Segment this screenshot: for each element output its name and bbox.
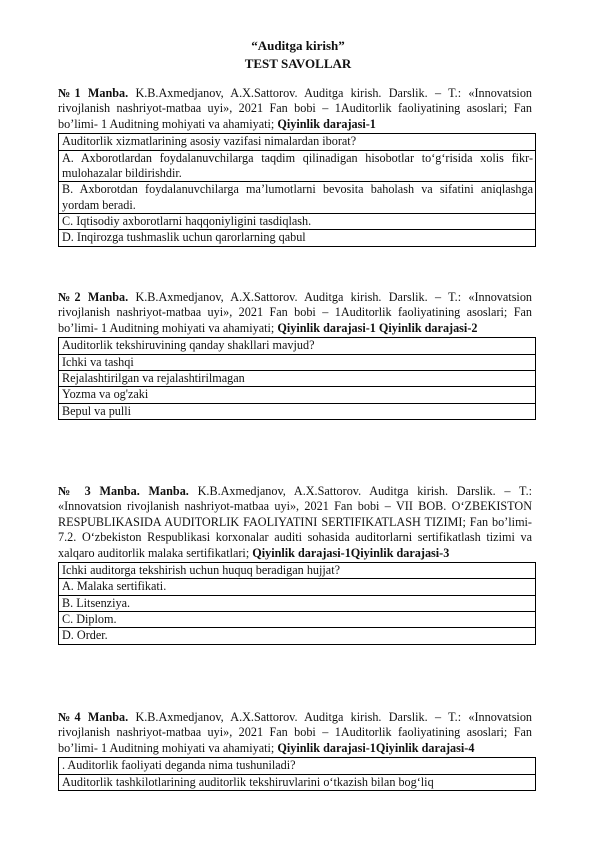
question-text: . Auditorlik faoliyati deganda nima tushuniladi? [59, 758, 536, 774]
source-text: K.B.Axmedjanov, A.X.Sattorov. Auditga kirish. Darslik. – T.: «Innovatsion rivojlanish nashriyot-matbaa uyi», 2021 Fan bobi – 1Auditorlik faoliyatining asoslari; Fan bo’limi- 1 Auditning mohiyati va ahamiyati; [58, 290, 533, 335]
question-table [58, 337, 536, 420]
source-text: K.B.Axmedjanov, A.X.Sattorov. Auditga kirish. Darslik. – T.: «Innovatsion rivojlanish nashriyot-matbaa uyi», 2021 Fan bobi – 1Auditorlik faoliyatining asoslari; Fan bo’limi- 1 Auditning mohiyati va ahamiyati; [58, 86, 533, 131]
table-row [59, 214, 536, 230]
question-number-label: №2 Manba. [58, 290, 129, 304]
question-text: Auditorlik xizmatlarining asosiy vazifasi nimalardan iborat? [59, 134, 536, 150]
question-source [58, 484, 532, 561]
table-row [59, 338, 536, 354]
answer-option: B. Axborotdan foydalanuvchilarga ma’lumotlarni bevosita baholash va sifatini aniqlashga yordam beradi. [59, 182, 536, 214]
question-block-2 [58, 290, 532, 420]
answer-option: C. Iqtisodiy axborotlarni haqqoniyligini tasdiqlash. [59, 214, 536, 230]
source-text: K.B.Axmedjanov, A.X.Sattorov. Auditga kirish. Darslik. – T.: «Innovatsion rivojlanish nashriyot-matbaa uyi», 2021 Fan bobi – 1Auditorlik faoliyatining asoslari; Fan bo’limi- 1 Auditning mohiyati va ahamiyati; [58, 710, 533, 755]
question-number-label: № 3 Manba. Manba. [58, 484, 189, 498]
difficulty-level: Qiyinlik darajasi-1 Qiyinlik darajasi-2 [277, 320, 478, 335]
table-row [59, 758, 536, 774]
question-block-3 [58, 484, 532, 645]
table-row [59, 628, 536, 644]
question-text: Ichki auditorga tekshirish uchun huquq beradigan hujjat? [59, 562, 536, 578]
question-table [58, 562, 536, 645]
answer-option: Bepul va pulli [59, 403, 536, 419]
answer-option: D. Inqirozga tushmaslik uchun qarorlarning qabul [59, 230, 536, 246]
question-table [58, 133, 536, 247]
question-table [58, 757, 536, 791]
difficulty-level: Qiyinlik darajasi-1 [277, 116, 376, 131]
table-row [59, 150, 536, 182]
table-row [59, 230, 536, 246]
question-source [58, 290, 532, 336]
question-source [58, 86, 532, 132]
table-row [59, 562, 536, 578]
answer-option: A. Axborotlardan foydalanuvchilarga taqdim qilinadigan hisobotlar to‘g‘risida xolis fikr-mulohazalar bildirishdir. [59, 150, 536, 182]
answer-option: D. Order. [59, 628, 536, 644]
answer-option: Ichki va tashqi [59, 354, 536, 370]
answer-option: Auditorlik tashkilotlarining auditorlik tekshiruvlarini o‘tkazish bilan bog‘liq [59, 774, 536, 790]
answer-option: Rejalashtirilgan va rejalashtirilmagan [59, 370, 536, 386]
question-block-4 [58, 710, 532, 791]
question-number-label: №1 Manba. [58, 86, 129, 100]
document-subtitle: TEST SAVOLLAR [244, 56, 352, 71]
answer-option: C. Diplom. [59, 612, 536, 628]
difficulty-level: Qiyinlik darajasi-1Qiyinlik darajasi-3 [252, 545, 450, 560]
table-row [59, 595, 536, 611]
difficulty-level: Qiyinlik darajasi-1Qiyinlik darajasi-4 [277, 740, 475, 755]
table-row [59, 370, 536, 386]
table-row [59, 387, 536, 403]
table-row [59, 354, 536, 370]
table-row [59, 612, 536, 628]
question-source [58, 710, 532, 756]
table-row [59, 579, 536, 595]
question-text: Auditorlik tekshiruvining qanday shakllari mavjud? [59, 338, 536, 354]
question-block-1 [58, 86, 532, 247]
table-row [59, 403, 536, 419]
document-title: “Auditga kirish” [251, 38, 345, 53]
answer-option: Yozma va og'zaki [59, 387, 536, 403]
answer-option: A. Malaka sertifikati. [59, 579, 536, 595]
answer-option: B. Litsenziya. [59, 595, 536, 611]
table-row [59, 134, 536, 150]
table-row [59, 182, 536, 214]
table-row [59, 774, 536, 790]
source-text: K.B.Axmedjanov, A.X.Sattorov. Auditga kirish. Darslik. – T.: «Innovatsion rivojlanish nashriyot-matbaa uyi», 2021 Fan bobi – VII BOB. O‘ZBEKISTON RESPUBLIKASIDA AUDITORLIK FAOLIYATINI SERTIFIKATLASH TIZIMI; Fan bo’limi- 7.2. O‘zbekiston Respublikasi korxonalar auditi sohasida auditorlarni sertifikatlash tizimi va xalqaro auditorlik malaka sertifikatlari; [58, 484, 533, 560]
question-number-label: №4 Manba. [58, 710, 129, 724]
